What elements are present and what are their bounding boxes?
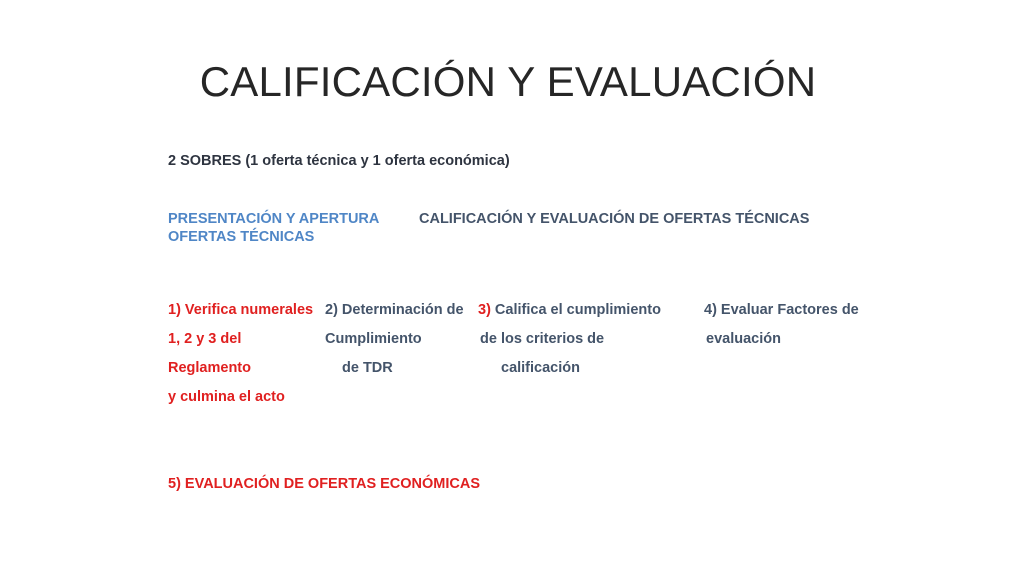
step3-line2: de los criterios de xyxy=(480,331,605,347)
step1-line3: Reglamento xyxy=(168,360,251,376)
step3-line1 xyxy=(478,302,661,318)
slide-title: CALIFICACIÓN Y EVALUACIÓN xyxy=(199,58,817,105)
calificacion-header: CALIFICACIÓN Y EVALUACIÓN DE OFERTAS TÉCNICAS xyxy=(419,211,810,227)
step1-line4: y culmina el acto xyxy=(168,389,285,405)
step4-line2: evaluación xyxy=(706,331,781,347)
step2-line3: de TDR xyxy=(342,360,393,376)
step2-line1: 2) Determinación de xyxy=(325,302,464,318)
step3-number: 3) xyxy=(478,302,491,318)
step1-line2: 1, 2 y 3 del xyxy=(168,331,242,347)
step4-line1: 4) Evaluar Factores de xyxy=(704,302,859,318)
presentacion-line1: PRESENTACIÓN Y APERTURA xyxy=(168,211,380,227)
step3-line1-text: Califica el cumplimiento xyxy=(490,302,661,318)
presentacion-line2: OFERTAS TÉCNICAS xyxy=(168,229,315,245)
step1-line1: 1) Verifica numerales xyxy=(168,302,314,318)
step5-text: 5) EVALUACIÓN DE OFERTAS ECONÓMICAS xyxy=(168,476,481,492)
sobres-text: 2 SOBRES (1 oferta técnica y 1 oferta económica) xyxy=(168,153,510,169)
step3-line3: calificación xyxy=(501,360,580,376)
step2-line2: Cumplimiento xyxy=(325,331,422,347)
